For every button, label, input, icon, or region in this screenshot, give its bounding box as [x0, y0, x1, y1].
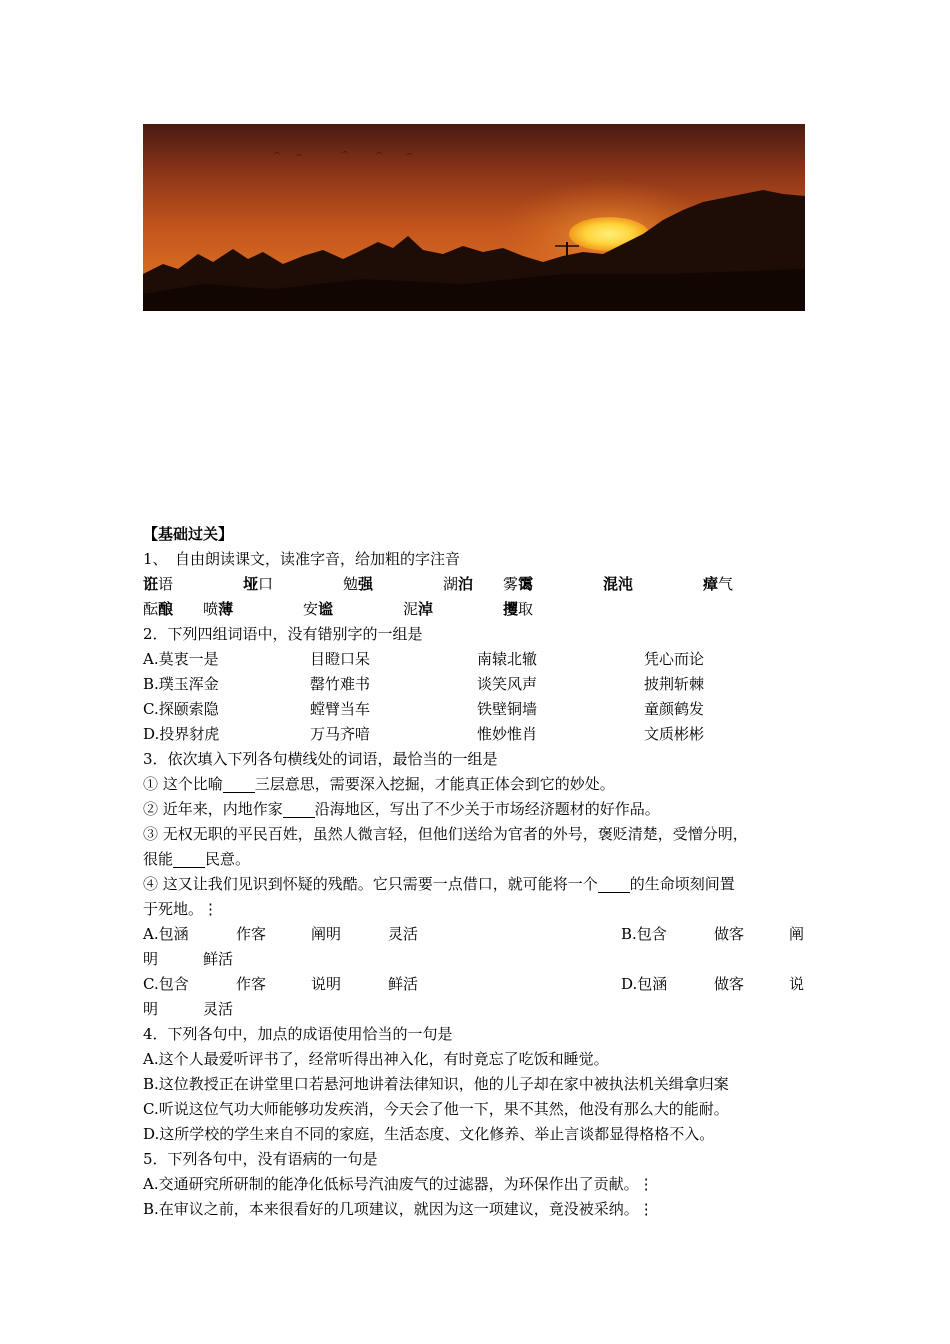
q2-d-2: 万马齐喑 — [310, 725, 371, 743]
sunset-banner-image — [143, 124, 805, 311]
q2-c-3: 铁壁铜墙 — [477, 700, 538, 718]
q1-word-6: 混沌 — [603, 575, 634, 593]
q2-a-4: 凭心而论 — [644, 650, 705, 668]
q5-prompt: 5．下列各句中，没有语病的一句是 — [143, 1150, 378, 1168]
q2-b-1: B.璞玉浑金 — [143, 675, 219, 693]
q1-word-10: 安谧 — [303, 600, 334, 618]
q2-c-4: 童颜鹤发 — [644, 700, 705, 718]
q3-options-ab: A.包涵 作客 阐明 灵活 B.包含 做客 阐 — [143, 925, 805, 943]
q2-option-b — [143, 672, 823, 697]
worksheet-content — [143, 522, 823, 1222]
q2-c-2: 螳臂当车 — [310, 700, 371, 718]
q2-d-3: 惟妙惟肖 — [477, 725, 538, 743]
q4-option-d: D.这所学校的学生来自不同的家庭，生活态度、文化修养、举止言谈都显得格格不入。 — [143, 1125, 715, 1143]
fill-blank — [598, 876, 630, 893]
q4-option-c: C.听说这位气功大师能够功发疾消，今天会了他一下，果不其然，他没有那么大的能耐。 — [143, 1100, 729, 1118]
fill-blank — [223, 776, 255, 793]
q2-d-1: D.投界豺虎 — [143, 725, 220, 743]
q2-b-4: 披荆斩棘 — [644, 675, 705, 693]
q1-word-3: 勉强 — [343, 575, 374, 593]
fill-blank — [173, 851, 205, 868]
q1-pinyin-row-1 — [143, 572, 823, 597]
q4-prompt: 4．下列各句中，加点的成语使用恰当的一句是 — [143, 1025, 453, 1043]
q1-word-12: 攫取 — [503, 600, 534, 618]
q5-option-b: B.在审议之前，本来很看好的几项建议，就因为这一项建议，竟没被采纳。⋮ — [143, 1200, 654, 1218]
q3-sentence-3: ③ 无权无职的平民百姓，虽然人微言轻，但他们送给为官者的外号，褒贬清楚，受憎分明， — [143, 825, 748, 843]
q3-sentence-3-cont: 很能 民意。 — [143, 850, 251, 868]
q1-word-8: 酝酿 喷薄 — [143, 600, 234, 618]
q2-d-4: 文质彬彬 — [644, 725, 705, 743]
q3-sentence-4: ④ 这又让我们见识到怀疑的残酷。它只需要一点借口，就可能将一个 的生命顷刻间置 — [143, 875, 735, 893]
fill-blank — [283, 801, 315, 818]
q3-option-d-cont: 明 灵活 — [143, 1000, 234, 1018]
q2-a-3: 南辕北辙 — [477, 650, 538, 668]
q3-sentence-2: ② 近年来，内地作家 沿海地区，写出了不少关于市场经济题材的好作品。 — [143, 800, 660, 818]
q2-option-d — [143, 722, 823, 747]
q2-a-1: A.莫衷一是 — [143, 650, 219, 668]
q3-options-cd: C.包含 作客 说明 鲜活 D.包涵 做客 说 — [143, 975, 805, 993]
sunset-illustration — [143, 124, 805, 311]
q3-sentence-4-cont: 于死地。⋮ — [143, 900, 219, 918]
q1-prompt: 1、 自由朗读课文，读准字音，给加粗的字注音 — [143, 550, 461, 568]
section-title: 【基础过关】 — [143, 525, 234, 543]
q1-word-4: 湖泊 雾霭 — [443, 575, 534, 593]
q2-option-a — [143, 647, 823, 672]
q4-option-b: B.这位教授正在讲堂里口若悬河地讲着法律知识，他的儿子却在家中被执法机关缉拿归案 — [143, 1075, 729, 1093]
q1-word-7: 瘴气 — [703, 575, 734, 593]
q1-word-11: 泥淖 — [403, 600, 434, 618]
q4-option-a: A.这个人最爱听评书了，经常听得出神入化，有时竟忘了吃饭和睡觉。 — [143, 1050, 609, 1068]
q1-pinyin-row-2 — [143, 597, 823, 622]
q1-word-2: 垭口 — [243, 575, 274, 593]
q3-prompt: 3．依次填入下列各句横线处的词语，最恰当的一组是 — [143, 750, 498, 768]
q5-option-a: A.交通研究所研制的能净化低标号汽油废气的过滤器，为环保作出了贡献。⋮ — [143, 1175, 654, 1193]
q2-c-1: C.探颐索隐 — [143, 700, 219, 718]
q2-prompt: 2．下列四组词语中，没有错别字的一组是 — [143, 625, 423, 643]
q2-b-3: 谈笑风声 — [477, 675, 538, 693]
q3-sentence-1: ① 这个比喻 三层意思，需要深入挖掘，才能真正体会到它的妙处。 — [143, 775, 615, 793]
q1-word-1: 诳语 — [143, 575, 174, 593]
q2-a-2: 目瞪口呆 — [310, 650, 371, 668]
q2-option-c — [143, 697, 823, 722]
q3-option-b-cont: 明 鲜活 — [143, 950, 234, 968]
q2-b-2: 罄竹难书 — [310, 675, 371, 693]
